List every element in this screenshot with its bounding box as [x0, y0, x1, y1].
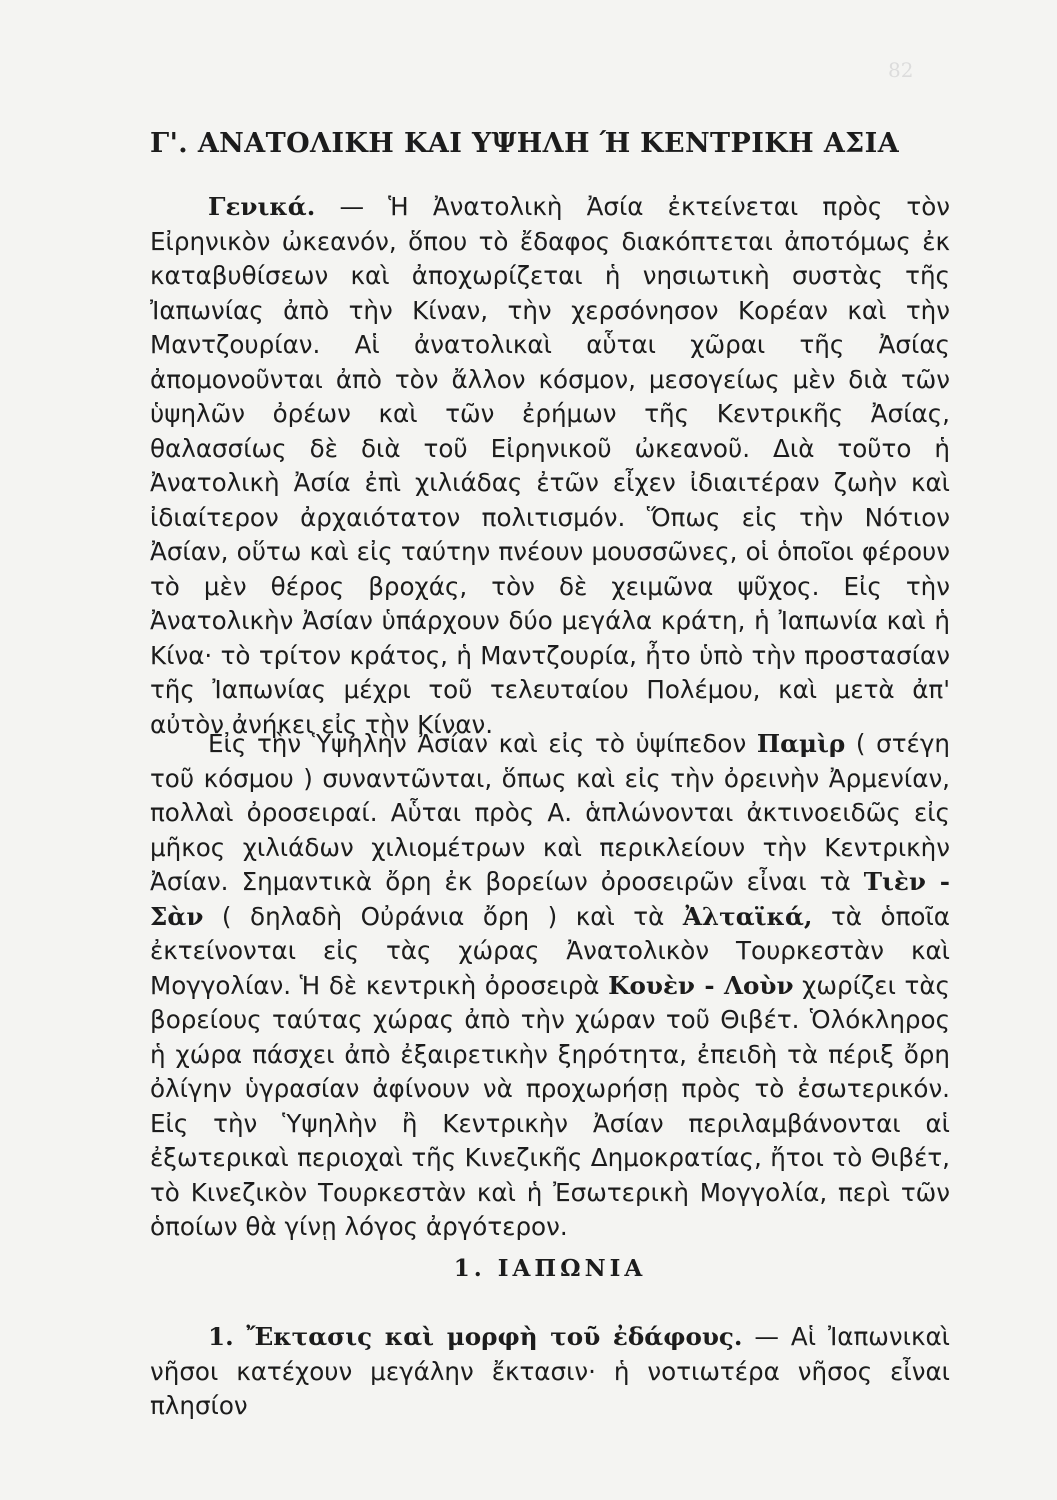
paragraph-general-text	[150, 190, 950, 742]
text-run-4: τὰ ὁποῖα ἐκτείνονται εἰς τὰς χώρας Ἀνατολικὸν Τουρκεστὰν καὶ Μογγολίαν. Ἡ δὲ κεντρικὴ ὀροσειρὰ	[150, 901, 950, 1000]
chapter-title: 1. ΙΑΠΩΝΙΑ	[453, 1255, 647, 1282]
paragraph-general-body: — Ἡ Ἀνατολικὴ Ἀσία ἐκτείνεται πρὸς τὸν Εἰρηνικὸν ὠκεανόν, ὅπου τὸ ἔδαφος διακόπτεται ἀποτόμως ἐκ καταβυθίσεων καὶ ἀποχωρίζεται ἡ νησιωτικὴ συστὰς τῆς Ἰαπωνίας ἀπὸ τὴν Κίναν, τὴν χερσόνησον Κορέαν καὶ τὴν Μαντζουρίαν. Αἱ ἀνατολικαὶ αὗται χῶραι τῆς Ἀσίας ἀπομονοῦνται ἀπὸ τὸν ἄλλον κόσμον, μεσογείως μὲν διὰ τῶν ὑψηλῶν ὀρέων καὶ τῶν ἐρήμων τῆς Κεντρικῆς Ἀσίας, θαλασσίως δὲ διὰ τοῦ Εἰρηνικοῦ ὠκεανοῦ. Διὰ τοῦτο ἡ Ἀνατολικὴ Ἀσία ἐπὶ χιλιάδας ἐτῶν εἶχεν ἰδιαιτέραν ζωὴν καὶ ἰδιαίτερον ἀρχαιότατον πολιτισμόν. Ὅπως εἰς τὴν Νότιον Ἀσίαν, οὕτω καὶ εἰς ταύτην πνέουν μουσσῶνες, οἱ ὁποῖοι φέρουν τὸ μὲν θέρος βροχάς, τὸν δὲ χειμῶνα ψῦχος. Εἰς τὴν Ἀνατολικὴν Ἀσίαν ὑπάρχουν δύο μεγάλα κράτη, ἡ Ἰαπωνία καὶ ἡ Κίνα· τὸ τρίτον κράτος, ἡ Μαντζουρία, ἦτο ὑπὸ τὴν προστασίαν τῆς Ἰαπωνίας μέχρι τοῦ τελευταίου Πολέμου, καὶ μετὰ ἀπ' αὐτὸν ἀνήκει εἰς τὴν Κίναν.	[150, 192, 950, 739]
term-pamir: Παμὶρ	[756, 729, 846, 758]
section-title: Γ'. ΑΝΑΤΟΛΙΚΗ ΚΑΙ ΥΨΗΛΗ Ή ΚΕΝΤΡΙΚΗ ΑΣΙΑ	[150, 128, 900, 159]
page-number: 82	[888, 58, 914, 82]
term-kunlun: Κουὲν - Λοὺν	[608, 970, 794, 1000]
paragraph-extent-body: — Αἱ Ἰαπωνικαὶ νῆσοι κατέχουν μεγάλην ἔκτασιν· ἡ νοτιωτέρα νῆσος εἶναι πλησίον	[150, 1322, 950, 1420]
paragraph-general	[150, 190, 950, 742]
text-run-1: Εἰς τὴν Ὑψηλὴν Ἀσίαν καὶ εἰς τὸ ὑψίπεδον	[208, 729, 757, 758]
text-run-3: ( δηλαδὴ Οὐράνια ὄρη ) καὶ τὰ	[203, 901, 683, 931]
paragraph-lead-general: Γενικά.	[208, 192, 316, 221]
paragraph-high-asia-text	[150, 727, 950, 1245]
term-altai: Ἀλταϊκά,	[682, 901, 813, 931]
text-run-2: ( στέγη τοῦ κόσμου ) συναντῶνται, ὅπως καὶ εἰς τὴν ὀρεινὴν Ἀρμενίαν, πολλαὶ ὀροσειραί. Αὗται πρὸς Α. ἁπλώνονται ἀκτινοειδῶς εἰς μῆκος χιλιάδων χιλιομέτρων καὶ περικλείουν τὴν Κεντρικὴν Ἀσίαν. Σημαντικὰ ὄρη ἐκ βορείων ὀροσειρῶν εἶναι τὰ	[150, 729, 950, 896]
term-tien-shan: Τιὲν - Σὰν	[150, 867, 950, 931]
paragraph-extent	[150, 1320, 950, 1424]
text-run-5: χωρίζει τὰς βορείους ταύτας χώρας ἀπὸ τὴν χώραν τοῦ Θιβέτ. Ὁλόκληρος ἡ χώρα πάσχει ἀπὸ ἐξαιρετικὴν ξηρότητα, ἐπειδὴ τὰ πέριξ ὄρη ὀλίγην ὑγρασίαν ἀφίνουν νὰ προχωρήσῃ πρὸς τὸ ἐσωτερικόν. Εἰς τὴν Ὑψηλὴν ἢ Κεντρικὴν Ἀσίαν περιλαμβάνονται αἱ ἐξωτερικαὶ περιοχαὶ τῆς Κινεζικῆς Δημοκρατίας, ἤτοι τὸ Θιβέτ, τὸ Κινεζικὸν Τουρκεστὰν καὶ ἡ Ἐσωτερικὴ Μογγολία, περὶ τῶν ὁποίων θὰ γίνῃ λόγος ἀργότερον.	[150, 970, 950, 1241]
paragraph-high-asia	[150, 727, 950, 1245]
paragraph-lead-extent: 1. Ἔκτασις καὶ μορφὴ τοῦ ἐδάφους.	[208, 1322, 743, 1351]
paragraph-extent-text	[150, 1320, 950, 1424]
